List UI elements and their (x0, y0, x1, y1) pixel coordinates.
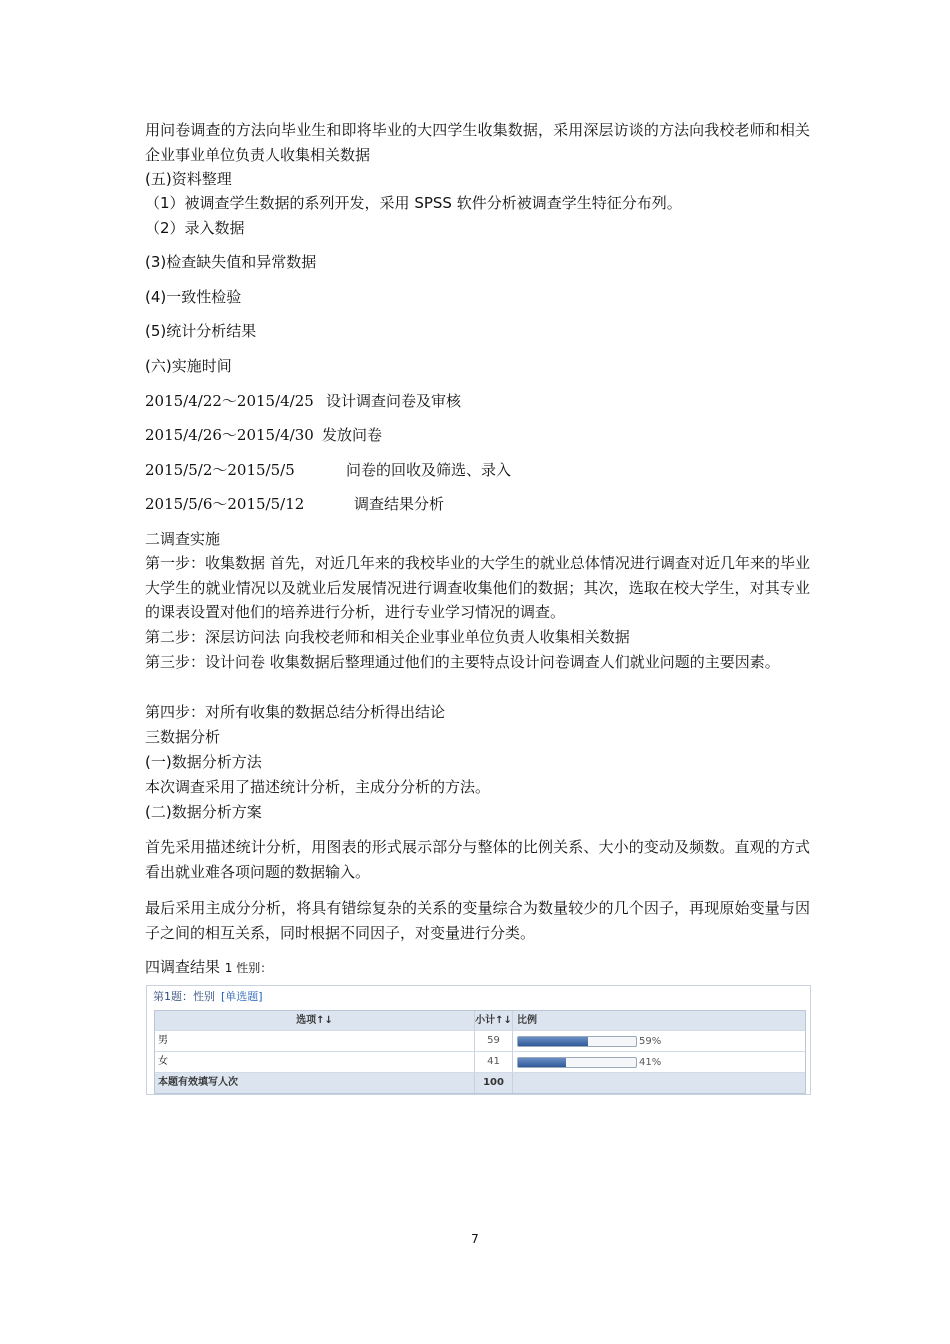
count-column-header[interactable]: 小计↑↓ (475, 1011, 513, 1030)
schedule-task: 调查结果分析 (354, 495, 445, 513)
schedule-row (145, 423, 383, 447)
schedule-dates: 2015/5/2～2015/5/5 (145, 461, 295, 479)
step-item-4: (4)一致性检验 (145, 288, 242, 306)
step-1-paragraph: 第一步：收集数据 首先，对近几年来的我校毕业的大学生的就业总体情况进行调查对近几年来的毕业大学生的就业情况以及就业后发展情况进行调查收集他们的数据；其次，选取在校大学生，对其专业的课表设置对他们的培养进行分析，进行专业学习情况的调查。 (145, 554, 810, 621)
page-number: 7 (471, 1232, 479, 1246)
step-item-3: (3)检查缺失值和异常数据 (145, 253, 317, 271)
heading-schedule: (六)实施时间 (145, 357, 232, 375)
subheading-method: (一)数据分析方法 (145, 753, 262, 771)
intro-paragraph: 用问卷调查的方法向毕业生和即将毕业的大四学生收集数据，采用深层访谈的方法向我校老师和相关企业事业单位负责人收集相关数据 (145, 121, 810, 164)
question-type-link[interactable]: [单选题] (221, 990, 263, 1003)
ratio-cell (513, 1052, 805, 1072)
section-4-subtitle: 1 性别： (224, 961, 273, 975)
ratio-column-header: 比例 (517, 1015, 537, 1026)
schedule-task: 设计调查问卷及审核 (326, 392, 462, 410)
step-item-5: (5)统计分析结果 (145, 322, 257, 340)
section-4-title-text: 四调查结果 (145, 958, 221, 976)
heading-data-processing: (五)资料整理 (145, 170, 232, 188)
percentage-bar (517, 1036, 637, 1047)
step-item-2: （2）录入数据 (145, 219, 245, 237)
plan-paragraph-1: 首先采用描述统计分析，用图表的形式展示部分与整体的比例关系、大小的变动及频数。直观的方式看出就业难各项问题的数据输入。 (145, 838, 810, 881)
schedule-row (145, 458, 512, 482)
survey-table (154, 1010, 806, 1094)
count-cell: 59 (475, 1031, 513, 1051)
total-count-cell: 100 (475, 1073, 513, 1093)
percentage-label: 41% (639, 1057, 662, 1068)
schedule-task: 发放问卷 (322, 426, 383, 444)
ratio-cell (513, 1031, 805, 1051)
survey-question-title: 第1题：性别 (153, 990, 215, 1003)
percentage-bar (517, 1057, 637, 1068)
schedule-row (145, 492, 445, 516)
section-2-title: 二调查实施 (145, 530, 221, 548)
schedule-dates: 2015/5/6～2015/5/12 (145, 495, 305, 513)
section-3-title: 三数据分析 (145, 728, 221, 746)
schedule-row (145, 389, 462, 413)
step-4-line: 第四步：对所有收集的数据总结分析得出结论 (145, 703, 446, 721)
total-label-cell: 本题有效填写人次 (155, 1073, 475, 1093)
table-row (155, 1051, 805, 1072)
table-header-row (155, 1011, 805, 1030)
total-ratio-cell (513, 1073, 805, 1093)
option-cell: 男 (155, 1031, 475, 1051)
step-3-paragraph: 第三步：设计问卷 收集数据后整理通过他们的主要特点设计问卷调查人们就业问题的主要因素。 (145, 653, 780, 671)
survey-result-widget (146, 985, 811, 1095)
step-2-line: 第二步：深层访问法 向我校老师和相关企业事业单位负责人收集相关数据 (145, 628, 630, 646)
method-text: 本次调查采用了描述统计分析，主成分分析的方法。 (145, 778, 491, 796)
plan-paragraph-2: 最后采用主成分分析，将具有错综复杂的关系的变量综合为数量较少的几个因子，再现原始变量与因子之间的相互关系，同时根据不同因子，对变量进行分类。 (145, 899, 810, 942)
schedule-dates: 2015/4/26～2015/4/30 (145, 426, 314, 444)
step-item-1: （1）被调查学生数据的系列开发，采用 SPSS 软件分析被调查学生特征分布列。 (145, 194, 682, 212)
subheading-plan: (二)数据分析方案 (145, 803, 262, 821)
count-cell: 41 (475, 1052, 513, 1072)
percentage-label: 59% (639, 1036, 662, 1047)
option-cell: 女 (155, 1052, 475, 1072)
section-4-title (145, 955, 272, 980)
table-footer-row (155, 1072, 805, 1093)
table-row (155, 1030, 805, 1051)
survey-question-header (147, 986, 810, 1007)
option-column-header[interactable]: 选项↑↓ (155, 1011, 475, 1030)
schedule-dates: 2015/4/22～2015/4/25 (145, 392, 314, 410)
percentage-bar-fill (518, 1058, 566, 1067)
percentage-bar-fill (518, 1037, 588, 1046)
schedule-task: 问卷的回收及筛选、录入 (346, 461, 512, 479)
